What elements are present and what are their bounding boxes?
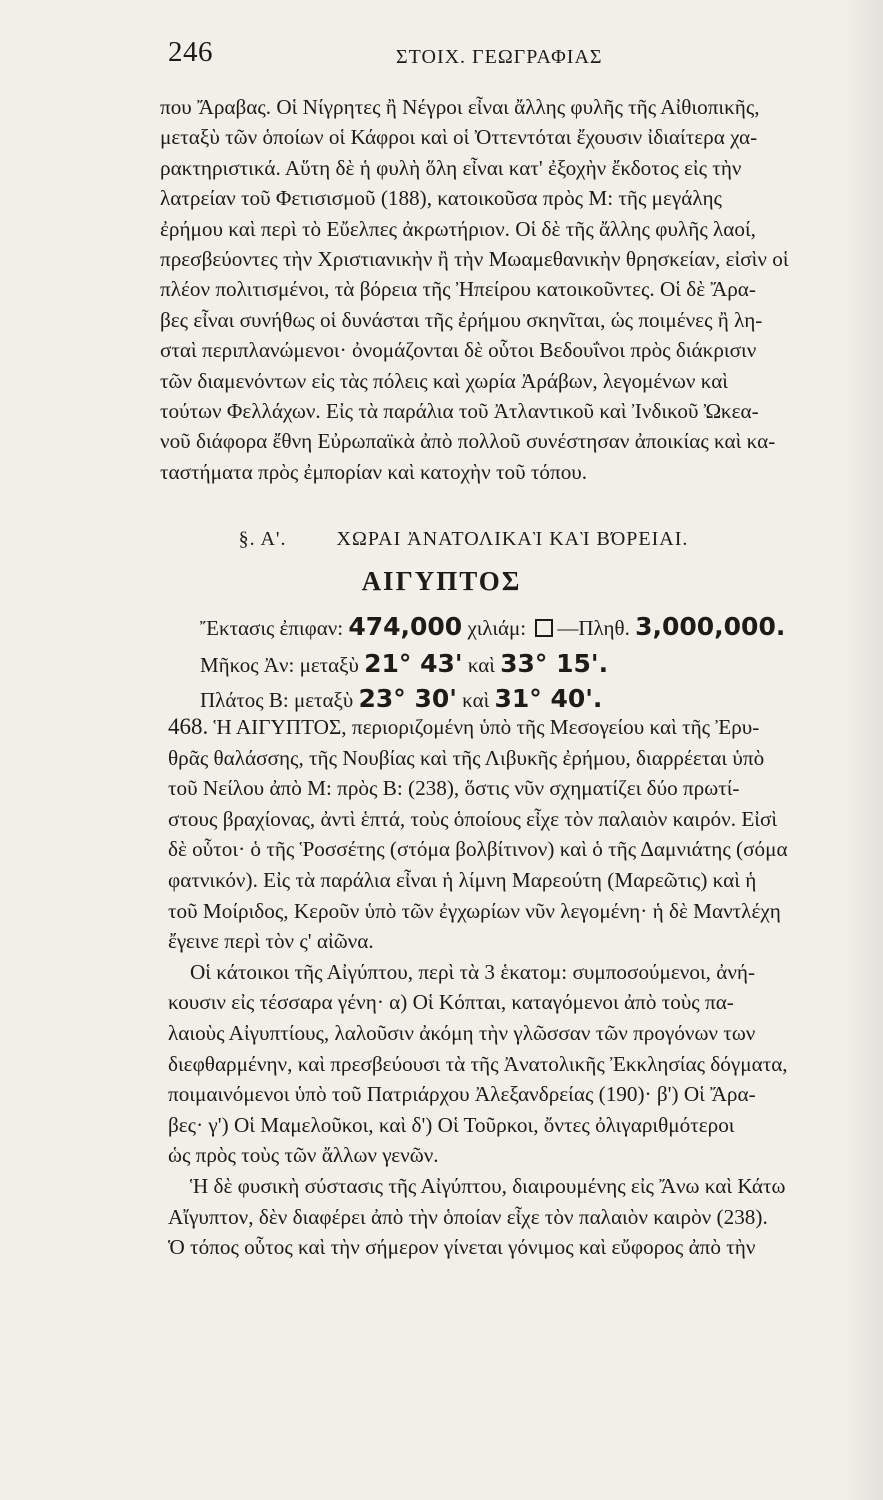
text-line: λαιοὺς Αἰγυπτίους, λαλοῦσιν ἀκόμη τὴν γλῶσσαν τῶν προγόνων των — [168, 1020, 756, 1045]
paragraph-text: Ἡ ΑΙΓΥΠΤΟΣ, περιοριζομένη ὑπὸ τῆς Μεσογείου καὶ τῆς Ἐρυ- — [213, 715, 760, 739]
text-line: τοῦ Μοίριδος, Κεροῦν ὑπὸ τῶν ἐγχωρίων νῦν λεγομένη· ἡ δὲ Μαντλέχη — [168, 898, 781, 923]
country-title: ΑΙΓΥΠΤΟΣ — [361, 566, 522, 596]
egypt-description — [168, 712, 834, 1263]
text-line: ρακτηριστικά. Αὕτη δὲ ἡ φυλὴ ὅλη εἶναι κατ' ἐξοχὴν ἔκδοτος εἰς τὴν — [160, 155, 742, 180]
area-value: 474,000 — [348, 612, 463, 641]
latitude-label: Πλάτος Β: μεταξὺ — [200, 688, 354, 712]
section-title: ΧΩΡΑΙ ἈΝΑΤΟΛΙΚΑῚ ΚΑῚ ΒΌΡΕΙΑΙ. — [336, 528, 689, 550]
text-line — [168, 712, 834, 743]
text-line: ἐρήμου καὶ περὶ τὸ Εὔελπες ἀκρωτήριον. Οἱ δὲ τῆς ἄλλης φυλῆς λαοί, — [160, 216, 756, 241]
longitude-to: 33° 15'. — [500, 649, 609, 678]
text-line: φατνικόν). Εἰς τὰ παράλια εἶναι ἡ λίμνη Μαρεούτη (Μαρεῶτις) καὶ ἡ — [168, 867, 757, 892]
latitude-from: 23° 30' — [358, 684, 457, 713]
text-line: που Ἄραβας. Οἱ Νίγρητες ἢ Νέγροι εἶναι ἄλλης φυλῆς τῆς Αἰθιοπικῆς, — [160, 95, 760, 119]
page-gutter-shadow — [843, 0, 883, 1500]
text-line: διεφθαρμένην, καὶ πρεσβεύουσι τὰ τῆς Ἀνατολικῆς Ἐκκλησίας δόγματα, — [168, 1051, 788, 1076]
text-line: βες· γ') Οἱ Μαμελοῦκοι, καὶ δ') Οἱ Τοῦρκοι, ὄντες ὀλιγαριθμότεροι — [168, 1112, 735, 1137]
text-line: πρεσβεύοντες τὴν Χριστιανικὴν ἢ τὴν Μωαμεθανικὴν θρησκείαν, εἰσὶν οἱ — [160, 246, 789, 271]
text-line: κουσιν εἰς τέσσαρα γένη· α) Οἱ Κόπται, καταγόμενοι ἀπὸ τοὺς πα- — [168, 990, 734, 1015]
page-number: 246 — [168, 36, 213, 68]
text-line: ἔγεινε περὶ τὸν ς' αἰῶνα. — [168, 929, 374, 954]
page-header — [168, 36, 832, 76]
population-label: —Πληθ. — [557, 616, 630, 640]
section-heading — [0, 528, 883, 551]
text-line: Ὁ τόπος οὗτος καὶ τὴν σήμερον γίνεται γόνιμος καὶ εὔφορος ἀπὸ τὴν — [168, 1235, 756, 1260]
latitude-to: 31° 40'. — [494, 684, 603, 713]
text-line: λατρείαν τοῦ Φετισισμοῦ (188), κατοικοῦσα πρὸς Μ: τῆς μεγάλης — [160, 186, 722, 211]
text-line: σταὶ περιπλανώμενοι· ὀνομάζονται δὲ οὗτοι Βεδουΐνοι πρὸς διάκρισιν — [160, 338, 757, 363]
longitude-line — [200, 649, 608, 678]
longitude-and: καὶ — [467, 653, 495, 677]
square-mile-icon — [535, 619, 553, 637]
text-line: Οἱ κάτοικοι τῆς Αἰγύπτου, περὶ τὰ 3 ἑκατομ: συμποσούμενοι, ἀνή- — [190, 959, 756, 984]
longitude-label: Μῆκος Ἀν: μεταξὺ — [200, 653, 359, 677]
text-line: Αἴγυπτον, δὲν διαφέρει ἀπὸ τὴν ὁποίαν εἶχε τὸν παλαιὸν καιρὸν (238). — [168, 1204, 768, 1229]
area-label: Ἔκτασις ἐπιφαν: — [200, 616, 344, 640]
text-line: θρᾶς θαλάσσης, τῆς Νουβίας καὶ τῆς Λιβυκῆς ἐρήμου, διαρρέεται ὑπὸ — [168, 745, 765, 770]
population-value: 3,000,000. — [635, 612, 786, 641]
running-head: ΣΤΟΙΧ. ΓΕΩΓΡΑΦΙΑΣ — [396, 46, 603, 68]
text-line: βες εἶναι συνήθως οἱ δυνάσται τῆς ἐρήμου σκηνῖται, ὡς ποιμένες ἢ λη- — [160, 307, 763, 332]
text-line: ποιμαινόμενοι ὑπὸ τοῦ Πατριάρχου Ἀλεξανδρείας (190)· β') Οἱ Ἄρα- — [168, 1082, 756, 1107]
area-unit: χιλιάμ: — [467, 616, 527, 640]
text-line: στους βραχίονας, ἀντὶ ἑπτά, τοὺς ὁποίους εἶχε τὸν παλαιὸν καιρόν. Εἰσὶ — [168, 806, 778, 831]
text-line: ταστήματα πρὸς ἐμπορίαν καὶ κατοχὴν τοῦ τόπου. — [160, 459, 588, 484]
latitude-line — [200, 684, 602, 713]
text-line: νοῦ διάφορα ἔθνη Εὐρωπαϊκὰ ἀπὸ πολλοῦ συνέστησαν ἀποικίας καὶ κα- — [160, 429, 776, 454]
intro-paragraph — [160, 92, 832, 487]
text-line: τῶν διαμενόντων εἰς τὰς πόλεις καὶ χωρία Ἀράβων, λεγομένων καὶ — [160, 368, 728, 393]
text-line: μεταξὺ τῶν ὁποίων οἱ Κάφροι καὶ οἱ Ὀττεντόται ἔχουσιν ἰδιαίτερα χα- — [160, 125, 758, 150]
text-line: Ἡ δὲ φυσικὴ σύστασις τῆς Αἰγύπτου, διαιρουμένης εἰς Ἄνω καὶ Κάτω — [190, 1173, 786, 1198]
text-line: ὡς πρὸς τοὺς τῶν ἄλλων γενῶν. — [168, 1143, 439, 1168]
paragraph-number: 468. — [168, 714, 209, 739]
section-mark: §. Α'. — [238, 528, 287, 550]
longitude-from: 21° 43' — [364, 649, 463, 678]
text-line: δὲ οὗτοι· ὁ τῆς Ῥοσσέτης (στόμα βολβίτινον) καὶ ὁ τῆς Δαμνιάτης (σόμα — [168, 837, 788, 862]
text-line: τοῦ Νείλου ἀπὸ Μ: πρὸς Β: (238), ὅστις νῦν σχηματίζει δύο πρωτί- — [168, 776, 740, 801]
text-line: τούτων Φελλάχων. Εἰς τὰ παράλια τοῦ Ἀτλαντικοῦ καὶ Ἰνδικοῦ Ὠκεα- — [160, 398, 759, 423]
latitude-and: καὶ — [462, 688, 490, 712]
text-line: πλέον πολιτισμένοι, τὰ βόρεια τῆς Ἠπείρου κατοικοῦντες. Οἱ δὲ Ἄρα- — [160, 277, 756, 302]
area-population-line — [200, 612, 785, 641]
